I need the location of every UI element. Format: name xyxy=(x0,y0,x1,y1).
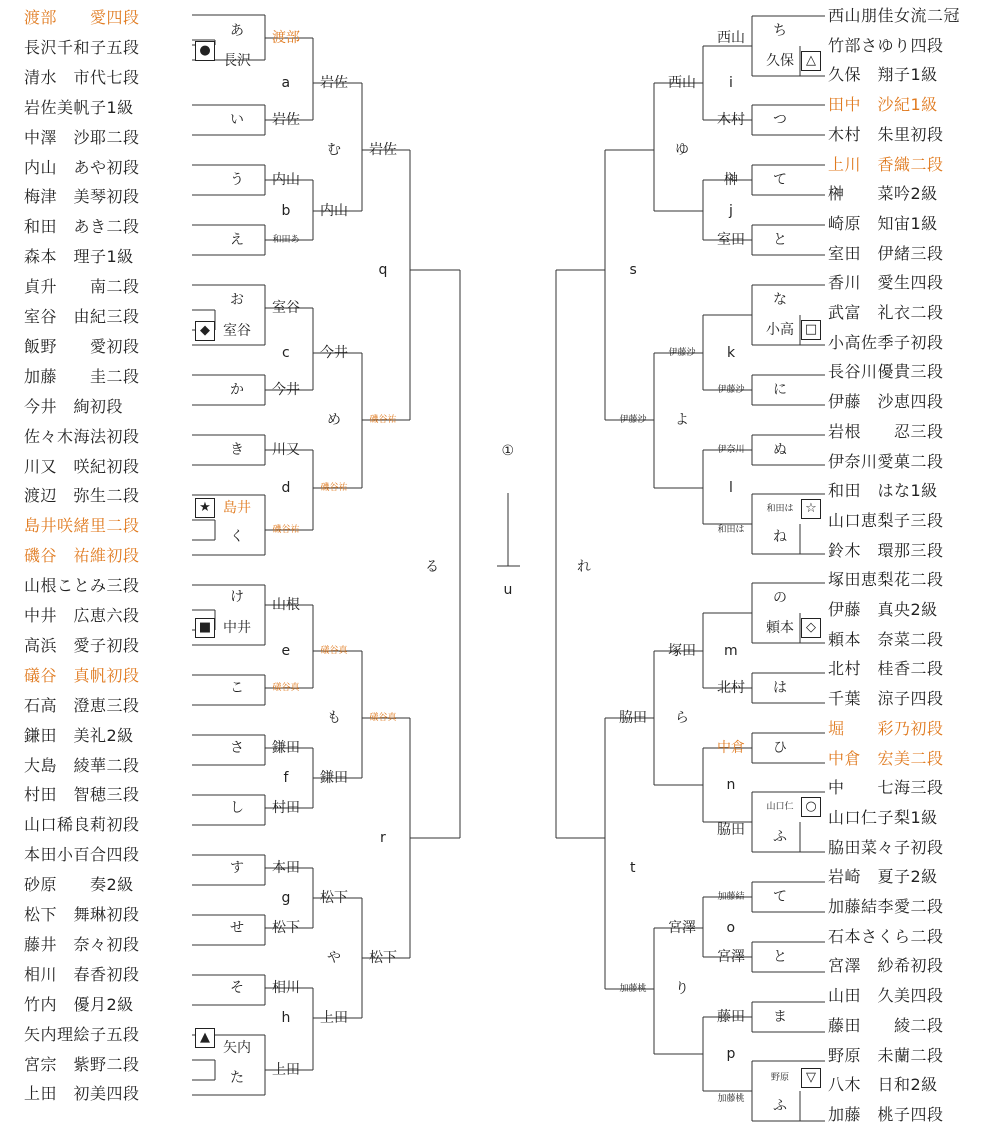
match-label: は xyxy=(773,680,787,696)
winner-label: 脇田 xyxy=(619,710,647,726)
right-player-name: 堀 彩乃初段 xyxy=(828,718,944,738)
right-player-name: 木村 朱里初段 xyxy=(828,124,944,144)
right-player-name: 石本さくら二段 xyxy=(828,926,944,946)
winner-label: 中井 xyxy=(223,620,251,636)
left-player-name: 中澤 沙耶二段 xyxy=(24,127,140,147)
round-label: よ xyxy=(675,412,689,428)
winner-label: 渡部 xyxy=(272,30,300,46)
winner-label: 村田 xyxy=(272,800,300,816)
left-player-name: 高浜 愛子初段 xyxy=(24,635,140,655)
seed-mark-icon: ☆ xyxy=(801,499,821,519)
round-label: n xyxy=(726,777,736,793)
winner-label: 松下 xyxy=(272,920,300,936)
seed-mark-icon: ● xyxy=(195,41,215,61)
match-label: す xyxy=(230,860,244,876)
winner-label: 長沢 xyxy=(223,53,251,69)
left-player-name: 川又 咲紀初段 xyxy=(24,456,140,476)
match-label: し xyxy=(230,800,244,816)
left-player-name: 山根ことみ三段 xyxy=(24,576,140,596)
match-label: け xyxy=(230,589,244,605)
seed-mark-icon: ■ xyxy=(195,618,215,638)
match-label: う xyxy=(230,172,244,188)
final-label: u xyxy=(503,582,513,598)
right-player-name: 山田 久美四段 xyxy=(828,986,944,1006)
winner-label: 矢内 xyxy=(223,1040,251,1056)
round-label: f xyxy=(283,770,289,786)
right-player-name: 伊奈川愛菓二段 xyxy=(828,451,944,471)
winner-label: 室谷 xyxy=(223,323,251,339)
match-label: こ xyxy=(230,680,244,696)
round-label: o xyxy=(726,920,736,936)
seed-mark-icon: △ xyxy=(801,51,821,71)
match-label: と xyxy=(773,232,787,248)
round-label: t xyxy=(630,860,636,876)
winner-label: 室田 xyxy=(717,232,745,248)
left-player-name: 内山 あや初段 xyxy=(24,157,140,177)
seed-mark-icon: ◇ xyxy=(801,618,821,638)
round-label: ら xyxy=(675,710,689,726)
left-player-name: 宮宗 紫野二段 xyxy=(24,1054,140,1074)
match-label: ふ xyxy=(773,829,787,845)
winner-label: 塚田 xyxy=(668,643,696,659)
left-player-name: 岩佐美帆子1級 xyxy=(24,97,134,117)
winner-label: 榊 xyxy=(724,172,738,188)
right-player-name: 崎原 知宙1級 xyxy=(828,213,938,233)
left-player-name: 梅津 美琴初段 xyxy=(24,187,140,207)
right-player-name: 千葉 涼子四段 xyxy=(828,689,944,709)
match-label: ち xyxy=(773,23,787,39)
right-player-name: 久保 翔子1級 xyxy=(828,65,938,85)
left-player-name: 磯谷 祐維初段 xyxy=(24,546,140,566)
left-player-name: 長沢千和子五段 xyxy=(24,37,140,57)
winner-label: 加藤桃 xyxy=(619,984,647,994)
left-player-name: 砂原 奏2級 xyxy=(24,875,134,895)
winner-label: 磯谷祐 xyxy=(369,415,397,425)
seed-mark-icon: ★ xyxy=(195,498,215,518)
left-player-name: 中井 広恵六段 xyxy=(24,606,140,625)
match-label: の xyxy=(773,590,787,606)
winner-label: 上田 xyxy=(272,1062,300,1078)
round-label: c xyxy=(282,345,290,361)
winner-label: 西山 xyxy=(717,30,745,46)
right-player-name: 岩根 忍三段 xyxy=(828,421,944,441)
left-player-name: 村田 智穂三段 xyxy=(24,785,140,805)
final-label: ① xyxy=(501,443,515,459)
winner-label: 岩佐 xyxy=(369,142,397,158)
round-label: k xyxy=(727,345,736,361)
left-player-name: 礒谷 真帆初段 xyxy=(24,665,140,685)
match-label: ふ xyxy=(773,1098,787,1114)
right-player-name: 脇田菜々子初段 xyxy=(828,837,944,857)
match-label: せ xyxy=(230,920,244,936)
winner-label: 岩佐 xyxy=(320,75,348,91)
match-label: あ xyxy=(230,23,244,39)
left-player-name: 森本 理子1級 xyxy=(24,247,134,267)
round-label: d xyxy=(281,480,291,496)
right-player-name: 山口恵梨子三段 xyxy=(828,510,944,530)
round-label: a xyxy=(281,75,291,91)
winner-label: 伊藤沙 xyxy=(668,348,696,358)
match-label: そ xyxy=(230,980,244,996)
right-player-name: 伊藤 真央2級 xyxy=(828,600,938,619)
winner-label: 和田は xyxy=(766,504,794,514)
winner-label: 松下 xyxy=(320,890,348,906)
right-player-name: 長谷川優貴三段 xyxy=(828,362,944,382)
winner-label: 宮澤 xyxy=(668,920,696,936)
right-player-name: 加藤 桃子四段 xyxy=(828,1104,944,1124)
winner-label: 今井 xyxy=(272,382,300,398)
winner-label: 山口仁 xyxy=(766,802,794,812)
winner-label: 和田は xyxy=(717,525,745,535)
winner-label: 山根 xyxy=(272,597,300,613)
winner-label: 中倉 xyxy=(717,740,745,756)
right-player-name: 加藤結李愛二段 xyxy=(828,897,944,916)
winner-label: 野原 xyxy=(771,1073,790,1083)
round-label: り xyxy=(675,981,689,997)
round-label: e xyxy=(281,643,291,659)
match-label: な xyxy=(773,292,787,308)
right-player-name: 藤田 綾二段 xyxy=(828,1015,944,1035)
match-label: か xyxy=(230,382,244,398)
right-player-name: 中 七海三段 xyxy=(828,778,944,798)
left-player-name: 本田小百合四段 xyxy=(24,845,140,865)
round-label: m xyxy=(724,643,738,659)
winner-label: 今井 xyxy=(320,345,348,361)
winner-label: 藤田 xyxy=(717,1009,745,1025)
winner-label: 伊藤沙 xyxy=(619,415,647,425)
right-player-name: 和田 はな1級 xyxy=(828,481,938,501)
match-label: つ xyxy=(773,112,787,128)
round-label: s xyxy=(629,262,637,278)
match-label: い xyxy=(230,112,244,128)
left-player-name: 飯野 愛初段 xyxy=(24,336,140,356)
winner-label: 小高 xyxy=(766,322,794,338)
winner-label: 礒谷真 xyxy=(369,713,397,723)
match-label: ひ xyxy=(773,740,787,756)
round-label: h xyxy=(281,1010,291,1026)
winner-label: 室谷 xyxy=(272,300,300,316)
winner-label: 頼本 xyxy=(766,620,794,636)
round-label: q xyxy=(378,262,388,278)
left-player-name: 藤井 奈々初段 xyxy=(24,934,140,954)
left-player-name: 島井咲緒里二段 xyxy=(24,516,140,536)
seed-mark-icon: □ xyxy=(801,320,821,340)
winner-label: 西山 xyxy=(668,75,696,91)
round-label: g xyxy=(281,890,291,906)
left-player-name: 室谷 由紀三段 xyxy=(24,307,140,326)
right-player-name: 香川 愛生四段 xyxy=(828,273,944,293)
left-player-name: 山口稀良莉初段 xyxy=(24,815,140,835)
winner-label: 川又 xyxy=(272,442,300,458)
left-player-name: 佐々木海法初段 xyxy=(24,426,140,446)
right-player-name: 竹部さゆり四段 xyxy=(828,35,944,55)
left-player-name: 清水 市代七段 xyxy=(24,67,140,87)
right-player-name: 塚田恵梨花二段 xyxy=(828,570,944,590)
right-player-name: 西山朋佳女流二冠 xyxy=(828,6,961,25)
seed-mark-icon: ○ xyxy=(801,797,821,817)
match-label: え xyxy=(230,232,244,248)
right-player-name: 宮澤 紗希初段 xyxy=(828,956,944,976)
match-label: お xyxy=(230,292,244,308)
winner-label: 磯谷祐 xyxy=(272,525,300,535)
left-player-name: 貞升 南二段 xyxy=(24,277,140,297)
round-label: b xyxy=(281,203,291,219)
round-label: ゆ xyxy=(675,142,689,158)
match-label: き xyxy=(230,442,244,458)
left-player-name: 今井 絢初段 xyxy=(24,396,124,416)
left-player-name: 相川 春香初段 xyxy=(24,964,140,984)
winner-label: 礒谷真 xyxy=(272,683,300,693)
round-label: め xyxy=(327,412,341,428)
winner-label: 北村 xyxy=(717,680,745,696)
left-player-name: 渡辺 弥生二段 xyxy=(24,486,140,506)
winner-label: 鎌田 xyxy=(272,740,300,756)
left-player-name: 松下 舞琳初段 xyxy=(24,905,140,924)
match-label: く xyxy=(230,529,244,545)
left-player-name: 大島 綾華二段 xyxy=(24,755,140,775)
winner-label: 岩佐 xyxy=(272,112,300,128)
right-player-name: 山口仁子梨1級 xyxy=(828,807,938,827)
right-player-name: 武富 礼衣二段 xyxy=(828,303,944,322)
winner-label: 脇田 xyxy=(717,822,745,838)
left-player-name: 矢内理絵子五段 xyxy=(24,1024,140,1044)
match-label: に xyxy=(773,382,787,398)
right-player-name: 岩崎 夏子2級 xyxy=(828,867,938,887)
winner-label: 内山 xyxy=(320,203,348,219)
match-label: ね xyxy=(773,529,787,545)
winner-label: 鎌田 xyxy=(320,770,348,786)
winner-label: 礒谷真 xyxy=(320,646,348,656)
seed-mark-icon: ◆ xyxy=(195,321,215,341)
round-label: や xyxy=(327,950,341,966)
round-label: む xyxy=(327,142,341,158)
round-label: j xyxy=(729,203,733,219)
round-label: れ xyxy=(577,559,591,575)
winner-label: 伊奈川 xyxy=(717,445,745,455)
right-player-name: 榊 菜吟2級 xyxy=(828,184,938,204)
right-player-name: 八木 日和2級 xyxy=(828,1075,938,1095)
round-label: r xyxy=(380,830,386,846)
round-label: る xyxy=(425,559,439,575)
round-label: l xyxy=(729,480,733,496)
right-player-name: 田中 沙紀1級 xyxy=(828,95,938,115)
winner-label: 松下 xyxy=(369,950,397,966)
winner-label: 加藤結 xyxy=(717,892,745,902)
winner-label: 木村 xyxy=(717,112,745,128)
winner-label: 和田あ xyxy=(272,235,300,245)
right-player-name: 伊藤 沙恵四段 xyxy=(828,392,944,412)
match-label: ぬ xyxy=(773,442,787,458)
right-player-name: 北村 桂香二段 xyxy=(828,659,944,679)
match-label: ま xyxy=(773,1009,787,1025)
left-player-name: 渡部 愛四段 xyxy=(24,8,140,27)
round-label: p xyxy=(726,1046,736,1062)
round-label: も xyxy=(327,710,341,726)
winner-label: 磯谷祐 xyxy=(320,483,348,493)
right-player-name: 上川 香織二段 xyxy=(828,154,944,174)
seed-mark-icon: ▲ xyxy=(195,1028,215,1048)
winner-label: 上田 xyxy=(320,1010,348,1026)
winner-label: 本田 xyxy=(272,860,300,876)
match-label: さ xyxy=(230,740,244,756)
left-player-name: 鎌田 美礼2級 xyxy=(24,725,134,745)
right-player-name: 鈴木 環那三段 xyxy=(828,540,944,560)
left-player-name: 石高 澄恵三段 xyxy=(24,695,140,715)
match-label: て xyxy=(773,889,787,905)
winner-label: 宮澤 xyxy=(717,949,745,965)
right-player-name: 頼本 奈菜二段 xyxy=(828,629,944,649)
left-player-name: 加藤 圭二段 xyxy=(24,366,140,386)
winner-label: 内山 xyxy=(272,172,300,188)
left-player-name: 和田 あき二段 xyxy=(24,217,140,237)
right-player-name: 野原 未蘭二段 xyxy=(828,1045,944,1065)
winner-label: 相川 xyxy=(272,980,300,996)
match-label: た xyxy=(230,1070,244,1086)
right-player-name: 小高佐季子初段 xyxy=(828,332,944,352)
round-label: i xyxy=(729,75,733,91)
winner-label: 伊藤沙 xyxy=(717,385,745,395)
right-player-name: 室田 伊緒三段 xyxy=(828,243,944,263)
winner-label: 島井 xyxy=(223,500,251,516)
left-player-name: 上田 初美四段 xyxy=(24,1084,140,1104)
winner-label: 久保 xyxy=(766,53,794,69)
right-player-name: 中倉 宏美二段 xyxy=(828,748,944,768)
winner-label: 加藤桃 xyxy=(717,1094,745,1104)
seed-mark-icon: ▽ xyxy=(801,1068,821,1088)
left-player-name: 竹内 優月2級 xyxy=(24,994,134,1014)
match-label: て xyxy=(773,172,787,188)
match-label: と xyxy=(773,949,787,965)
